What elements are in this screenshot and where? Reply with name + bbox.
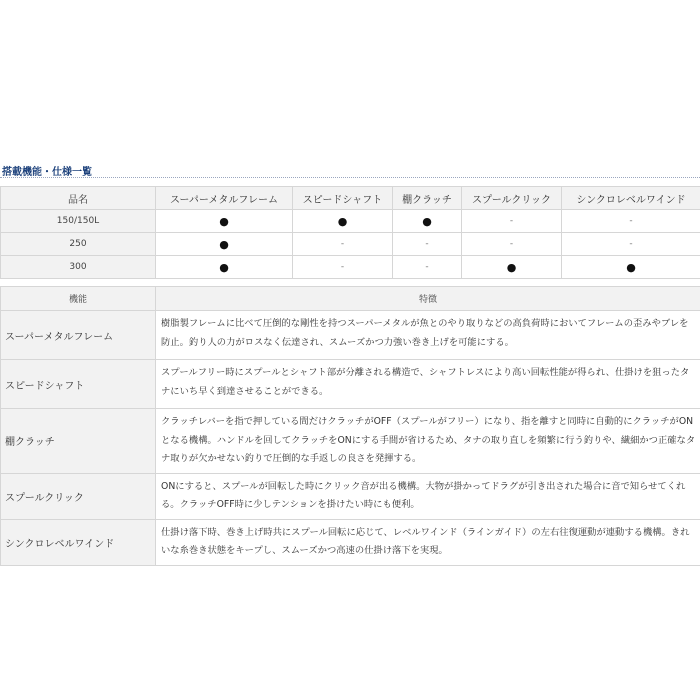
spec-cell: ● (462, 256, 562, 279)
spec-cell: ● (293, 210, 393, 233)
spec-cell: - (462, 210, 562, 233)
spec-header-row (1, 187, 700, 210)
feature-row (1, 519, 700, 565)
model-name: 150/150L (1, 210, 156, 233)
spec-cell: ● (156, 256, 293, 279)
section-title: 搭載機能・仕様一覧 (2, 167, 92, 178)
spec-cell: - (293, 233, 393, 256)
spec-row (1, 210, 700, 233)
feature-table (0, 286, 700, 566)
spec-header-cell: スピードシャフト (293, 187, 393, 210)
spec-cell: ● (156, 233, 293, 256)
spec-header-cell: スーパーメタルフレーム (156, 187, 293, 210)
spec-cell: ● (393, 210, 462, 233)
feature-description: ONにすると、スプールが回転した時にクリック音が出る機構。大物が掛かってドラグが引き出された場合に音で知らせてくれる。クラッチOFF時に少しテンションを掛けたい時にも便利。 (156, 473, 700, 519)
feature-row (1, 311, 700, 360)
spec-row (1, 256, 700, 279)
heading-divider (0, 177, 700, 178)
spec-cell: - (462, 233, 562, 256)
spec-cell: ● (562, 256, 700, 279)
spec-cell: - (393, 256, 462, 279)
spec-cell: - (562, 210, 700, 233)
feature-name: スーパーメタルフレーム (1, 311, 156, 360)
feature-header-cell: 特徴 (156, 287, 700, 311)
model-name: 250 (1, 233, 156, 256)
feature-header-row (1, 287, 700, 311)
feature-row (1, 409, 700, 474)
feature-name: 棚クラッチ (1, 409, 156, 474)
feature-name: スプールクリック (1, 473, 156, 519)
spec-header-cell: 棚クラッチ (393, 187, 462, 210)
spec-table (0, 186, 700, 279)
spec-row (1, 233, 700, 256)
spec-cell: - (393, 233, 462, 256)
model-name: 300 (1, 256, 156, 279)
spec-cell: - (293, 256, 393, 279)
feature-row (1, 473, 700, 519)
spec-header-cell: 品名 (1, 187, 156, 210)
feature-name: シンクロレベルワインド (1, 519, 156, 565)
feature-description: クラッチレバーを指で押している間だけクラッチがOFF（スプールがフリー）になり、指を離すと同時に自動的にクラッチがONとなる機構。ハンドルを回してクラッチをONにする手間が省けるため、タナの取り直しを頻繁に行う釣りや、繊細かつ正確なタナ取りが欠かせない釣りで圧倒的な手返しの良さを発揮する。 (156, 409, 700, 474)
spec-cell: ● (156, 210, 293, 233)
feature-description: スプールフリー時にスプールとシャフト部が分離される構造で、シャフトレスにより高い回転性能が得られ、仕掛けを狙ったタナにいち早く到達させることができる。 (156, 360, 700, 409)
feature-description: 仕掛け落下時、巻き上げ時共にスプール回転に応じて、レベルワインド（ラインガイド）の左右往復運動が連動する機構。きれいな糸巻き状態をキープし、スムーズかつ高速の仕掛け落下を実現。 (156, 519, 700, 565)
feature-description: 樹脂製フレームに比べて圧倒的な剛性を持つスーパーメタルが魚とのやり取りなどの高負荷時においてフレームの歪みやブレを防止。釣り人の力がロスなく伝達され、スムーズかつ力強い巻き上げを可能にする。 (156, 311, 700, 360)
spec-header-cell: シンクロレベルワインド (562, 187, 700, 210)
spec-cell: - (562, 233, 700, 256)
spec-header-cell: スプールクリック (462, 187, 562, 210)
feature-name: スピードシャフト (1, 360, 156, 409)
feature-header-cell: 機能 (1, 287, 156, 311)
feature-row (1, 360, 700, 409)
